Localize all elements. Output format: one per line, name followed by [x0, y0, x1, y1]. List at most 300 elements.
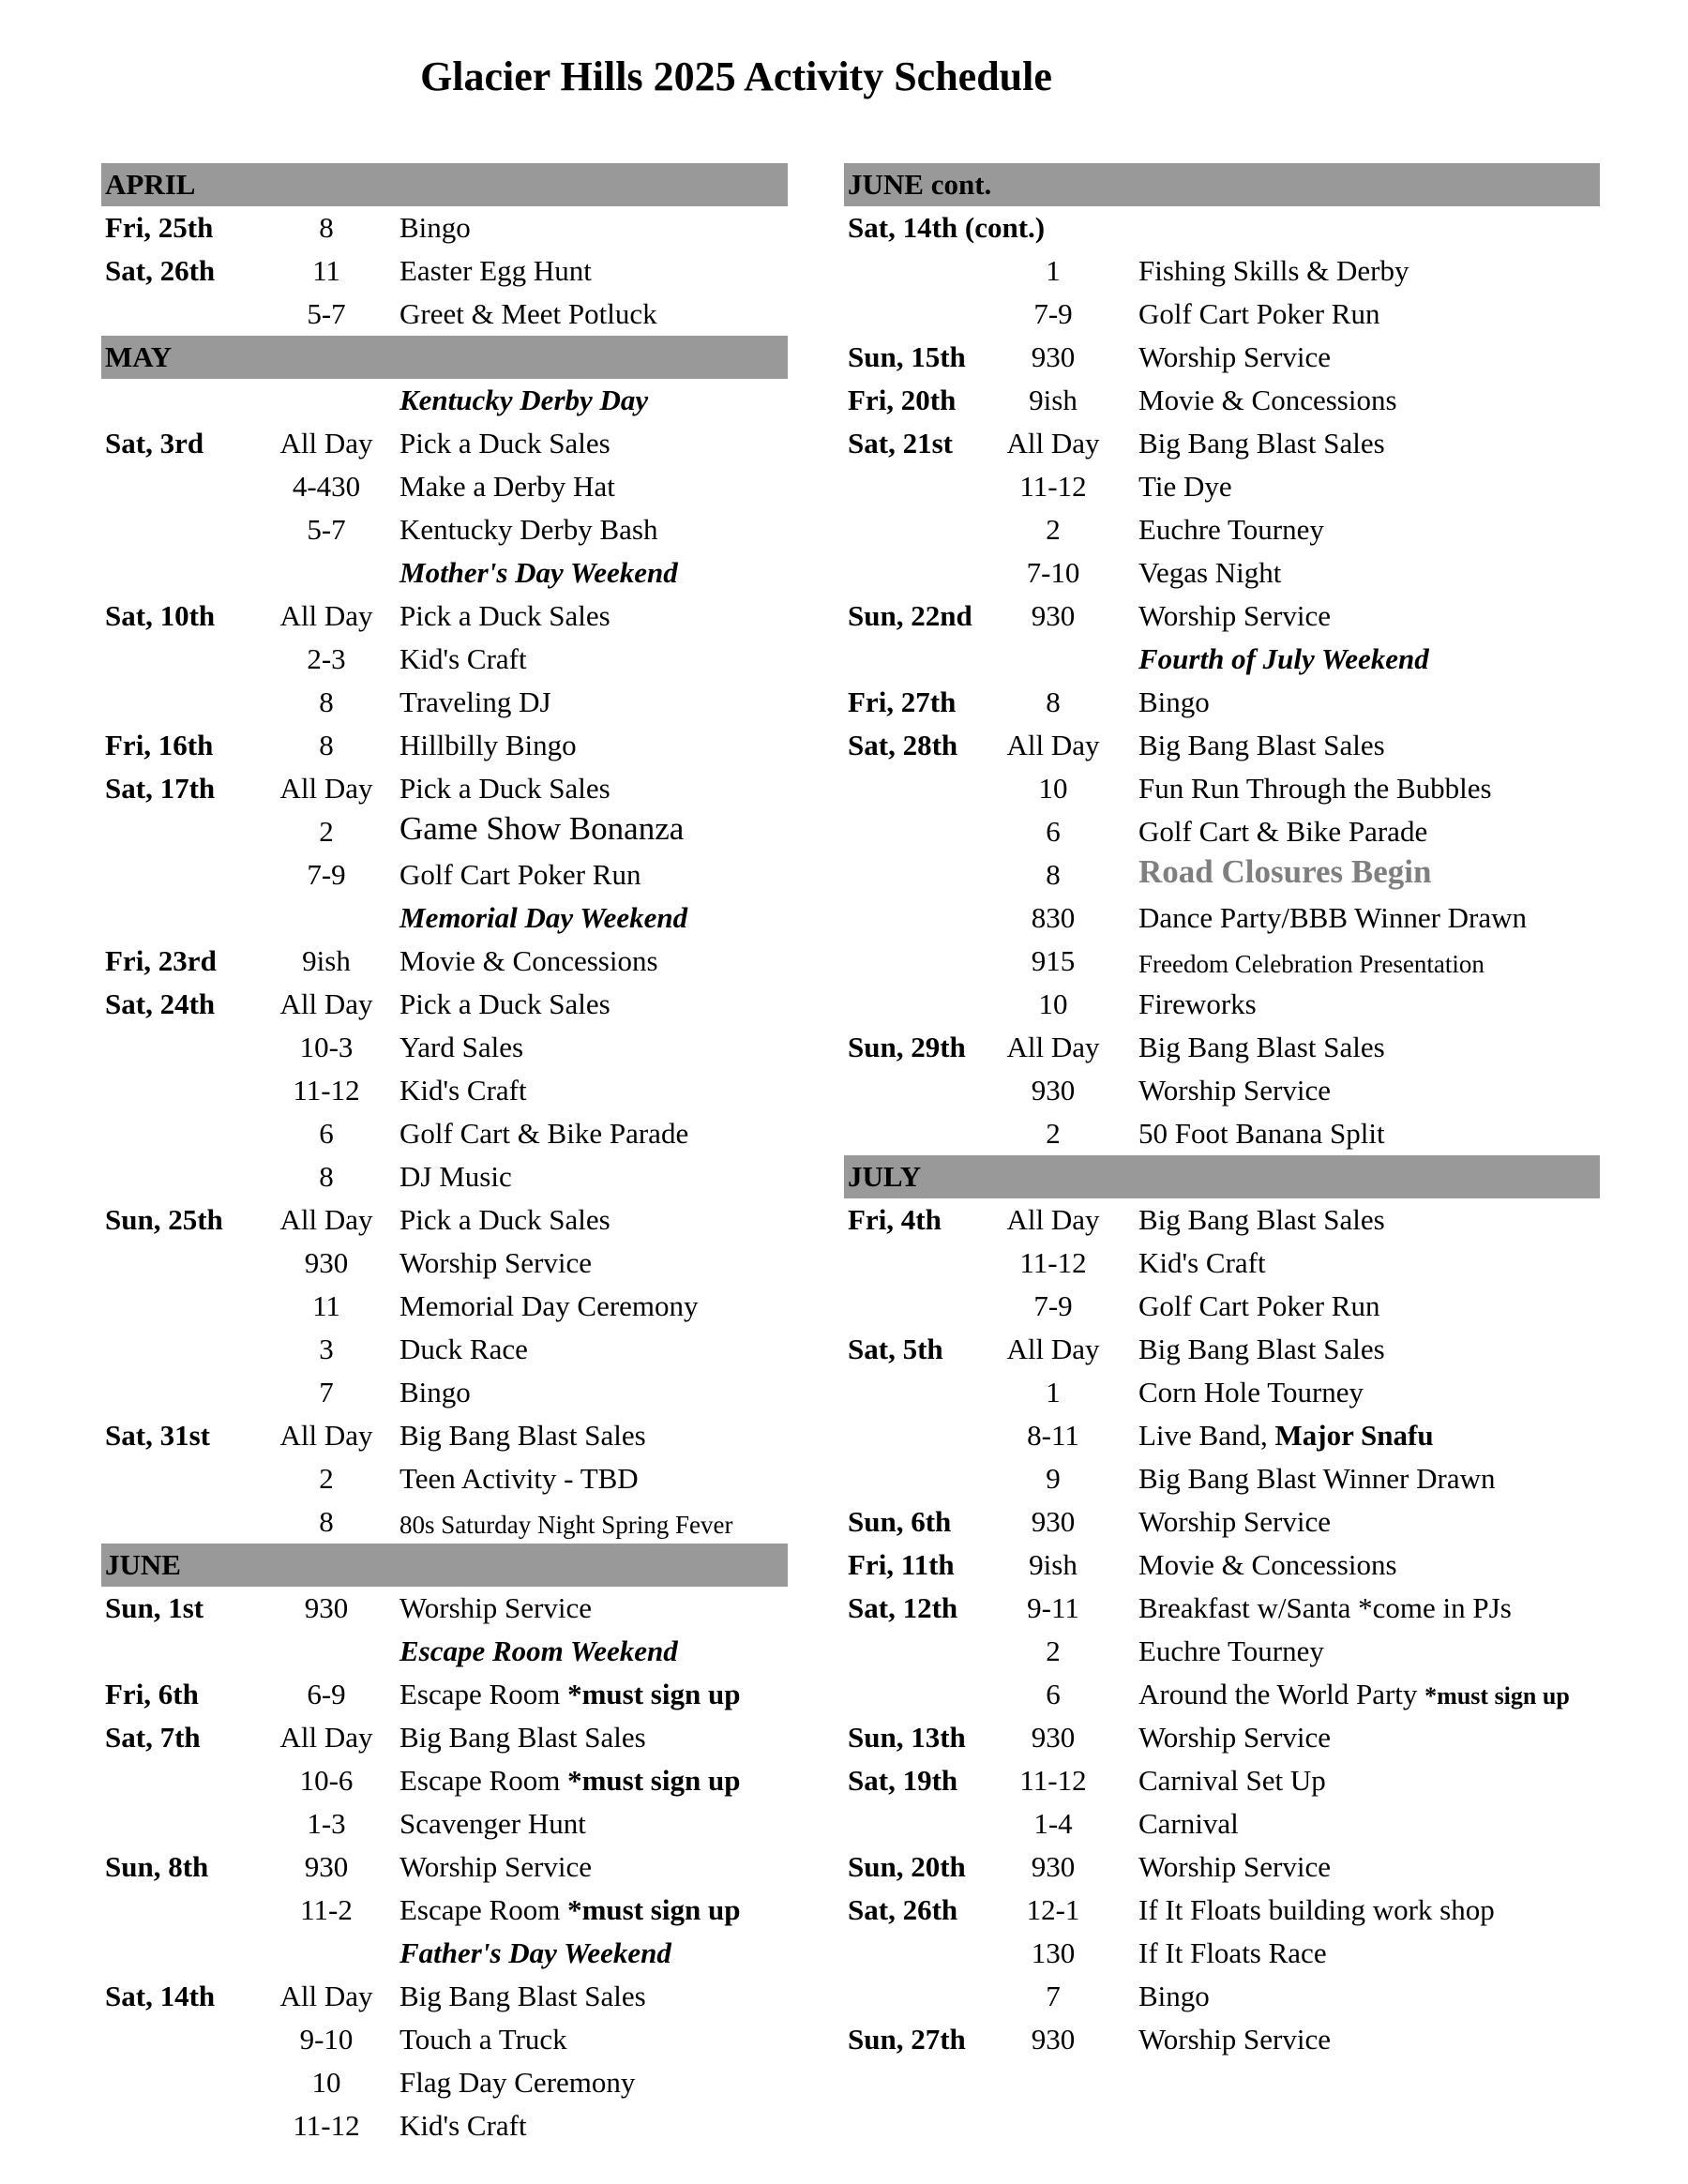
time-label: 7	[319, 1376, 334, 1408]
event-text: Big Bang Blast Sales	[399, 1980, 646, 2012]
event-label	[1138, 1118, 1385, 1150]
event-label	[1138, 686, 1210, 718]
event-note: Major Snafu	[1274, 1419, 1434, 1452]
event-text: Movie & Concessions	[399, 944, 658, 977]
time-label: 7	[1046, 1980, 1061, 2012]
schedule-row	[844, 1630, 1600, 1673]
event-label	[399, 859, 641, 891]
schedule-row	[101, 1328, 788, 1371]
schedule-row	[101, 1155, 788, 1198]
event-text: Worship Service	[1138, 1721, 1331, 1754]
schedule-row	[101, 379, 788, 422]
schedule-row	[101, 681, 788, 724]
schedule-row	[844, 983, 1600, 1026]
event-label	[1138, 1808, 1239, 1840]
event-text: Make a Derby Hat	[399, 470, 615, 503]
event-text: Dance Party/BBB Winner Drawn	[1138, 901, 1528, 934]
event-text: Memorial Day Ceremony	[399, 1289, 699, 1322]
event-label	[399, 1894, 740, 1926]
event-text: Game Show Bonanza	[399, 810, 685, 847]
event-label	[399, 945, 658, 977]
event-label	[1138, 853, 1432, 890]
time-label: 930	[1031, 1505, 1076, 1538]
event-text: Pick a Duck Sales	[399, 427, 610, 459]
time-label: 2	[319, 1462, 334, 1495]
day-label: Fri, 20th	[848, 384, 957, 416]
event-note: *must sign up	[567, 1678, 741, 1710]
event-text: Bingo	[1138, 1980, 1210, 2012]
event-text: Big Bang Blast Sales	[1138, 729, 1385, 761]
event-note: *must sign up	[567, 1893, 741, 1926]
event-note: *must sign up	[567, 1764, 741, 1797]
day-label: Sun, 27th	[848, 2023, 966, 2056]
time-label: 1-4	[1033, 1807, 1073, 1840]
day-label: Sat, 26th	[105, 254, 216, 287]
time-label: 8	[1046, 685, 1061, 718]
event-label	[399, 1290, 699, 1322]
event-label	[399, 1032, 523, 1063]
event-text: Live Band,	[1138, 1419, 1275, 1452]
event-label	[399, 1377, 471, 1408]
time-label: 8-11	[1027, 1419, 1079, 1452]
schedule-row	[844, 1587, 1600, 1630]
day-label: Fri, 6th	[105, 1678, 199, 1710]
event-text: Memorial Day Weekend	[399, 901, 688, 934]
time-label: All Day	[1006, 427, 1100, 459]
schedule-row	[844, 336, 1600, 379]
time-label: All Day	[1006, 1031, 1100, 1063]
event-text: Corn Hole Tourney	[1138, 1376, 1364, 1408]
day-label: Sun, 8th	[105, 1850, 209, 1883]
day-label: Sat, 10th	[105, 599, 216, 632]
event-label	[399, 1463, 639, 1495]
event-text: Big Bang Blast Sales	[1138, 1333, 1385, 1365]
time-label: 8	[319, 1160, 334, 1193]
event-label	[399, 1118, 688, 1150]
day-label: Sat, 5th	[848, 1333, 943, 1365]
schedule-row	[844, 940, 1600, 983]
event-label	[399, 686, 551, 718]
schedule-row	[844, 1328, 1600, 1371]
weekend-theme	[399, 1635, 678, 1667]
weekend-theme	[399, 902, 687, 934]
event-text: Around the World Party	[1138, 1678, 1425, 1710]
time-label: All Day	[279, 1203, 373, 1236]
time-label: 830	[1031, 901, 1076, 934]
event-text: Freedom Celebration Presentation	[1138, 950, 1485, 978]
event-text: Escape Room	[399, 1678, 568, 1710]
schedule-row	[101, 1759, 788, 1802]
schedule-row	[101, 1932, 788, 1975]
event-text: DJ Music	[399, 1160, 512, 1193]
schedule-row	[844, 1975, 1600, 2018]
event-label	[1138, 1420, 1434, 1452]
time-label: 9ish	[1029, 1548, 1078, 1581]
event-label	[1138, 1549, 1397, 1581]
schedule-row	[844, 681, 1600, 724]
day-label: Sat, 24th	[105, 987, 216, 1020]
schedule-row	[101, 293, 788, 336]
month-label: APRIL	[105, 168, 196, 201]
event-text: Flag Day Ceremony	[399, 2066, 636, 2099]
event-text: Worship Service	[1138, 2023, 1331, 2056]
day-label: Sat, 26th	[848, 1893, 958, 1926]
event-text: Pick a Duck Sales	[399, 772, 610, 805]
schedule-row	[844, 1285, 1600, 1328]
month-header	[101, 336, 788, 379]
time-label: 8	[319, 211, 334, 244]
schedule-row	[844, 293, 1600, 336]
schedule-row	[101, 896, 788, 940]
time-label: 6	[1046, 1678, 1061, 1710]
month-header	[844, 1155, 1600, 1198]
time-label: 7-9	[307, 858, 346, 891]
event-label	[399, 810, 685, 847]
time-label: All Day	[279, 1419, 373, 1452]
event-text: Kid's Craft	[399, 642, 527, 675]
event-label	[1138, 773, 1492, 805]
schedule-row	[844, 1802, 1600, 1845]
schedule-row	[844, 1371, 1600, 1414]
event-text: If It Floats Race	[1138, 1936, 1327, 1969]
event-text: Scavenger Hunt	[399, 1807, 586, 1840]
event-label	[1138, 471, 1232, 503]
time-label: All Day	[279, 599, 373, 632]
time-label: 3	[319, 1333, 334, 1365]
schedule-row	[844, 1759, 1600, 1802]
day-label: Sat, 21st	[848, 427, 953, 459]
page-title: Glacier Hills 2025 Activity Schedule	[420, 53, 1052, 99]
day-label: Sat, 17th	[105, 772, 216, 805]
schedule-row	[101, 1845, 788, 1889]
event-label	[1138, 1333, 1385, 1365]
event-text: Bingo	[399, 211, 471, 244]
schedule-row	[844, 508, 1600, 551]
time-label: 11	[312, 1289, 340, 1322]
schedule-row	[101, 853, 788, 896]
event-label	[399, 2067, 635, 2099]
time-label: 7-10	[1026, 556, 1080, 589]
event-text: Fishing Skills & Derby	[1138, 254, 1409, 287]
schedule-row	[844, 551, 1600, 595]
schedule-row	[844, 810, 1600, 853]
event-text: Big Bang Blast Sales	[1138, 1031, 1385, 1063]
event-text: Big Bang Blast Winner Drawn	[1138, 1462, 1496, 1495]
event-text: Kid's Craft	[399, 2109, 527, 2142]
event-text: Bingo	[1138, 685, 1210, 718]
event-text: Worship Service	[1138, 1074, 1331, 1107]
weekend-theme	[1138, 643, 1429, 675]
time-label: 9ish	[302, 944, 351, 977]
schedule-row	[101, 1975, 788, 2018]
event-label	[1138, 255, 1409, 287]
day-label: Sun, 22nd	[848, 599, 972, 632]
time-label: 9ish	[1029, 384, 1078, 416]
time-label: 2	[319, 815, 334, 848]
event-label	[399, 600, 610, 632]
time-label: All Day	[1006, 1333, 1100, 1365]
day-label: Sun, 1st	[105, 1591, 204, 1624]
time-label: 10	[1038, 987, 1068, 1020]
event-text: Vegas Night	[1138, 556, 1282, 589]
time-label: 7-9	[1033, 1289, 1073, 1322]
time-label: 1	[1046, 1376, 1061, 1408]
event-text: Pick a Duck Sales	[399, 599, 610, 632]
event-text: Escape Room Weekend	[399, 1634, 678, 1667]
event-text: Escape Room	[399, 1893, 568, 1926]
schedule-column-left	[101, 163, 788, 2147]
schedule-row	[101, 810, 788, 853]
schedule-row	[101, 1198, 788, 1242]
day-label: Fri, 25th	[105, 211, 214, 244]
time-label: 930	[1031, 599, 1076, 632]
event-label	[1138, 557, 1281, 589]
schedule-row	[844, 1932, 1600, 1975]
event-label	[1138, 1894, 1495, 1926]
day-label: Sun, 20th	[848, 1850, 966, 1883]
time-label: All Day	[1006, 1203, 1100, 1236]
event-label	[399, 298, 657, 330]
event-text: Golf Cart Poker Run	[1138, 297, 1380, 330]
schedule-row	[101, 249, 788, 293]
time-label: 9	[1046, 1462, 1061, 1495]
event-label	[399, 1333, 528, 1365]
schedule-row	[101, 1630, 788, 1673]
time-label: 11	[312, 254, 340, 287]
event-text: Worship Service	[399, 1850, 592, 1883]
day-label: Sat, 3rd	[105, 427, 204, 459]
event-label	[1138, 1204, 1385, 1236]
day-label: Fri, 16th	[105, 729, 214, 761]
schedule-row	[844, 2018, 1600, 2061]
time-label: 930	[1031, 1850, 1076, 1883]
event-text: Big Bang Blast Sales	[399, 1419, 646, 1452]
time-label: All Day	[279, 427, 373, 459]
schedule-row	[844, 853, 1600, 896]
time-label: 930	[1031, 1074, 1076, 1107]
event-label	[399, 2110, 527, 2142]
event-label	[1138, 384, 1397, 416]
time-label: 930	[304, 1591, 349, 1624]
schedule-row	[844, 1242, 1600, 1285]
weekend-theme	[399, 384, 648, 416]
event-text: Big Bang Blast Sales	[1138, 427, 1385, 459]
event-label	[399, 1509, 732, 1541]
event-label	[1138, 730, 1385, 761]
schedule-row	[101, 940, 788, 983]
schedule-row	[101, 1889, 788, 1932]
event-label	[399, 1722, 646, 1754]
day-label: Sun, 13th	[848, 1721, 966, 1754]
event-label	[399, 1075, 527, 1107]
event-label	[1138, 1635, 1324, 1667]
time-label: 930	[304, 1850, 349, 1883]
schedule-row	[844, 724, 1600, 767]
event-text: If It Floats building work shop	[1138, 1893, 1495, 1926]
event-label	[1138, 1506, 1331, 1538]
day-label: Sun, 25th	[105, 1203, 223, 1236]
schedule-row	[844, 249, 1600, 293]
schedule-row	[844, 767, 1600, 810]
event-text: Kentucky Derby Bash	[399, 513, 658, 546]
schedule-row	[101, 1457, 788, 1500]
event-label	[399, 1161, 512, 1193]
time-label: 10-6	[299, 1764, 354, 1797]
event-text: Fun Run Through the Bubbles	[1138, 772, 1492, 805]
day-label: Sun, 29th	[848, 1031, 966, 1063]
event-text: Worship Service	[399, 1591, 592, 1624]
schedule-row	[101, 1285, 788, 1328]
time-label: All Day	[279, 772, 373, 805]
day-label: Sat, 31st	[105, 1419, 210, 1452]
time-label: 930	[1031, 340, 1076, 373]
time-label: 8	[319, 1505, 334, 1538]
event-text: Easter Egg Hunt	[399, 254, 592, 287]
schedule-row	[101, 1026, 788, 1069]
event-text: Mother's Day Weekend	[399, 556, 678, 589]
time-label: 10-3	[299, 1031, 354, 1063]
schedule-row	[844, 465, 1600, 508]
event-text: Yard Sales	[399, 1031, 524, 1063]
event-text: Father's Day Weekend	[399, 1936, 671, 1969]
event-text: Carnival Set Up	[1138, 1764, 1326, 1797]
time-label: 12-1	[1026, 1893, 1080, 1926]
schedule-row	[844, 422, 1600, 465]
event-text: Pick a Duck Sales	[399, 987, 610, 1020]
event-text: Worship Service	[1138, 1850, 1331, 1883]
event-text: Big Bang Blast Sales	[399, 1721, 646, 1754]
time-label: 1	[1046, 254, 1061, 287]
month-header	[101, 163, 788, 206]
event-label	[1138, 902, 1527, 934]
event-text: Movie & Concessions	[1138, 1548, 1397, 1581]
event-label	[399, 988, 610, 1020]
event-label	[399, 1981, 646, 2012]
event-text: Traveling DJ	[399, 685, 551, 718]
schedule-row	[101, 1802, 788, 1845]
schedule-row	[101, 1371, 788, 1414]
event-label	[399, 1592, 592, 1624]
schedule-row	[101, 2104, 788, 2147]
month-header	[844, 163, 1600, 206]
event-label	[399, 730, 577, 761]
time-label: 130	[1031, 1936, 1076, 1969]
schedule-row	[844, 1069, 1600, 1112]
time-label: 6-9	[307, 1678, 346, 1710]
event-label	[399, 514, 658, 546]
event-label	[1138, 1851, 1331, 1883]
event-label	[1138, 600, 1331, 632]
event-label	[1138, 1075, 1331, 1107]
schedule-row	[101, 1587, 788, 1630]
time-label: 5-7	[307, 513, 346, 546]
event-label	[1138, 1592, 1512, 1624]
schedule-row	[844, 896, 1600, 940]
schedule-row	[101, 1242, 788, 1285]
event-text: Duck Race	[399, 1333, 528, 1365]
schedule-row	[101, 465, 788, 508]
time-label: 8	[319, 729, 334, 761]
event-label	[399, 1420, 646, 1452]
time-label: 9-10	[299, 2023, 354, 2056]
event-label	[399, 2024, 567, 2056]
day-label: Sun, 6th	[848, 1505, 952, 1538]
time-label: 5-7	[307, 297, 346, 330]
event-text: Worship Service	[399, 1246, 592, 1279]
event-text: Movie & Concessions	[1138, 384, 1397, 416]
month-label: JUNE	[105, 1548, 181, 1581]
event-text: Euchre Tourney	[1138, 1634, 1324, 1667]
time-label: 6	[1046, 815, 1061, 848]
event-label	[399, 1851, 592, 1883]
day-label: Fri, 4th	[848, 1203, 942, 1236]
day-label: Fri, 27th	[848, 685, 957, 718]
event-label	[399, 1204, 610, 1236]
event-text: Fourth of July Weekend	[1138, 642, 1429, 675]
event-text: Worship Service	[1138, 599, 1331, 632]
event-text: Worship Service	[1138, 340, 1331, 373]
event-text: Euchre Tourney	[1138, 513, 1324, 546]
schedule-row	[844, 206, 1600, 249]
schedule-row	[101, 2018, 788, 2061]
time-label: 1-3	[307, 1807, 346, 1840]
schedule-row	[844, 1673, 1600, 1716]
event-text: 50 Foot Banana Split	[1138, 1117, 1385, 1150]
event-text: Golf Cart Poker Run	[399, 858, 641, 891]
day-label: Sat, 14th (cont.)	[848, 211, 1046, 244]
schedule-row	[101, 1112, 788, 1155]
time-label: 9-11	[1027, 1591, 1079, 1624]
schedule-row	[101, 1716, 788, 1759]
event-text: 80s Saturday Night Spring Fever	[399, 1511, 733, 1539]
day-label: Sun, 15th	[848, 340, 966, 373]
day-label: Fri, 11th	[848, 1548, 955, 1581]
schedule-row	[101, 1673, 788, 1716]
schedule-row	[844, 1845, 1600, 1889]
schedule-row	[101, 638, 788, 681]
event-label	[399, 643, 527, 675]
event-text: Teen Activity - TBD	[399, 1462, 639, 1495]
event-note: *must sign up	[1424, 1682, 1570, 1710]
time-label: 930	[304, 1246, 349, 1279]
schedule-row	[844, 1500, 1600, 1544]
event-label	[1138, 514, 1324, 546]
event-text: Road Closures Begin	[1138, 853, 1432, 890]
day-label: Sat, 7th	[105, 1721, 201, 1754]
time-label: All Day	[279, 1721, 373, 1754]
schedule-row	[844, 1544, 1600, 1587]
event-label	[399, 1808, 586, 1840]
event-text: Golf Cart & Bike Parade	[1138, 815, 1428, 848]
weekend-theme	[399, 557, 678, 589]
time-label: 8	[1046, 858, 1061, 891]
event-text: Kentucky Derby Day	[399, 384, 649, 416]
schedule-row	[101, 1414, 788, 1457]
schedule-row	[101, 767, 788, 810]
schedule-row	[844, 379, 1600, 422]
time-label: 2-3	[307, 642, 346, 675]
time-label: 6	[319, 1117, 334, 1150]
month-label: JUNE cont.	[848, 168, 992, 201]
event-text: Kid's Craft	[399, 1074, 527, 1107]
schedule-row	[101, 2061, 788, 2104]
event-label	[1138, 1937, 1327, 1969]
schedule-row	[101, 508, 788, 551]
event-label	[1138, 1981, 1210, 2012]
time-label: 2	[1046, 1634, 1061, 1667]
time-label: 11-12	[293, 2109, 360, 2142]
time-label: All Day	[279, 987, 373, 1020]
